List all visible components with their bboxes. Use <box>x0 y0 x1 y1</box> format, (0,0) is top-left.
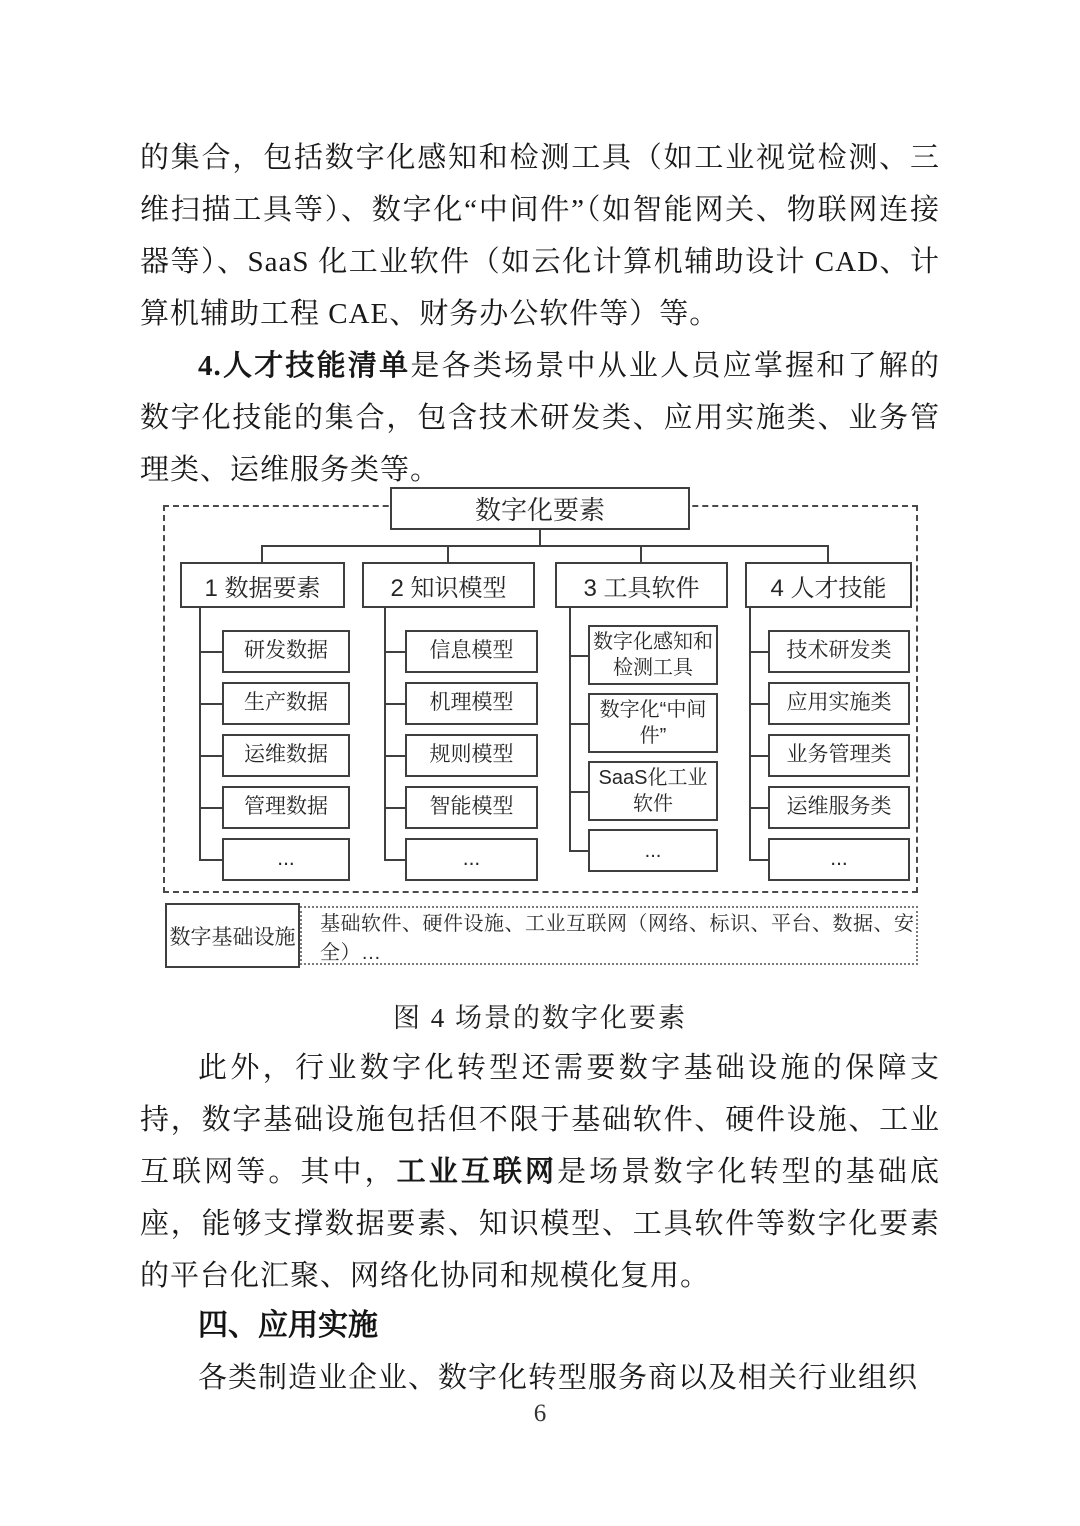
item-label: 数字化感知和检测工具 <box>593 631 713 679</box>
diagram-item <box>768 838 910 881</box>
connector <box>827 545 829 562</box>
connector <box>384 755 405 757</box>
paragraph-application-intro <box>140 1352 940 1404</box>
paragraph-talent-skills <box>140 340 940 496</box>
diagram-item <box>768 734 910 777</box>
page-number: 6 <box>533 1400 547 1427</box>
diagram-item <box>222 734 350 777</box>
connector <box>199 651 222 653</box>
diagram-item <box>405 786 538 829</box>
connector <box>384 807 405 809</box>
connector <box>447 545 449 562</box>
item-label: 规则模型 <box>429 743 514 767</box>
paragraph-tools-continuation <box>140 132 940 340</box>
diagram-item <box>768 682 910 725</box>
figure-caption: 图 4 场景的数字化要素 <box>393 1003 687 1033</box>
diagram-item <box>588 625 718 685</box>
section-heading-application: 四、应用实施 <box>198 1309 378 1342</box>
item-label: ... <box>644 839 662 862</box>
diagram-item <box>405 630 538 673</box>
item-label: 智能模型 <box>429 795 514 819</box>
diagram-root-box <box>390 487 690 530</box>
paragraph-text: 是场景数字化转型的基础底座，能够支撑数据要素、知识模型、工具软件等数字化要素的平台化汇聚、网络化协同和规模化复用。 <box>140 1156 940 1292</box>
item-label: 运维服务类 <box>786 795 892 819</box>
item-label: ... <box>830 847 848 871</box>
paragraph-text: 各类制造业企业、数字化转型服务商以及相关行业组织 <box>198 1362 919 1394</box>
item-label: 管理数据 <box>244 795 328 819</box>
diagram-item <box>588 693 718 753</box>
infra-label: 数字基础设施 <box>169 925 296 949</box>
connector <box>569 723 588 725</box>
connector <box>749 608 751 860</box>
connector <box>569 791 588 793</box>
connector <box>749 859 768 861</box>
diagram-item <box>588 829 718 872</box>
category-label: 2 知识模型 <box>390 574 507 602</box>
connector <box>261 545 829 547</box>
diagram-item <box>222 838 350 881</box>
diagram-item <box>222 630 350 673</box>
item-label: ... <box>462 847 481 871</box>
diagram-item <box>768 630 910 673</box>
connector <box>569 608 571 851</box>
item-label: 信息模型 <box>429 639 514 663</box>
connector <box>199 755 222 757</box>
diagram-item <box>405 734 538 777</box>
infra-detail-box <box>300 906 918 965</box>
connector <box>261 545 263 562</box>
diagram-item <box>588 761 718 821</box>
item-label: 数字化“中间件” <box>599 699 707 747</box>
paragraph-text: 是各类场景中从业人员应掌握和了解的数字化技能的集合，包含技术研发类、应用实施类、业务管理类、运维服务类等。 <box>140 350 940 486</box>
item-label: 技术研发类 <box>786 639 892 663</box>
item-label: 生产数据 <box>244 691 328 715</box>
diagram-category-knowledge <box>362 562 535 608</box>
connector <box>199 807 222 809</box>
category-label: 1 数据要素 <box>204 574 321 602</box>
term-talent-skill-list: 4.人才技能清单 <box>198 350 411 382</box>
paragraph-infrastructure <box>140 1042 940 1302</box>
connector <box>749 703 768 705</box>
connector <box>384 651 405 653</box>
diagram-root-label: 数字化要素 <box>474 495 605 525</box>
connector <box>384 703 405 705</box>
item-label: SaaS化工业软件 <box>598 767 708 815</box>
connector <box>749 807 768 809</box>
item-label: 机理模型 <box>429 691 514 715</box>
connector <box>569 655 588 657</box>
item-label: 研发数据 <box>244 639 328 663</box>
item-label: 业务管理类 <box>786 743 892 767</box>
connector <box>749 651 768 653</box>
connector <box>539 530 541 545</box>
connector <box>749 755 768 757</box>
diagram-item <box>222 786 350 829</box>
category-label: 3 工具软件 <box>583 574 700 602</box>
item-label: 运维数据 <box>244 743 328 767</box>
category-label: 4 人才技能 <box>770 574 887 602</box>
diagram-category-talent <box>745 562 912 608</box>
diagram-item <box>222 682 350 725</box>
diagram-item <box>405 682 538 725</box>
term-industrial-internet: 工业互联网 <box>396 1156 558 1188</box>
diagram-category-data <box>180 562 345 608</box>
diagram-item <box>405 838 538 881</box>
paragraph-text: 的集合，包括数字化感知和检测工具（如工业视觉检测、三维扫描工具等）、数字化“中间件”（如智能网关、物联网连接器等）、SaaS 化工业软件（如云化计算机辅助设计 CAD、计算机辅助工程 CAE、财务办公软件等）等。 <box>140 142 940 330</box>
connector <box>199 703 222 705</box>
connector <box>199 859 222 861</box>
infra-label-box <box>165 903 300 968</box>
figure-digital-elements-diagram <box>140 487 940 977</box>
item-label: 应用实施类 <box>786 691 892 715</box>
infra-detail-text: 基础软件、硬件设施、工业互联网（网络、标识、平台、数据、安全）… <box>320 912 915 964</box>
connector <box>640 545 642 562</box>
connector <box>384 608 386 860</box>
connector <box>199 608 201 860</box>
item-label: ... <box>277 847 295 871</box>
connector <box>569 850 588 852</box>
connector <box>384 859 405 861</box>
paragraph-text: 此外，行业数字化转型还需要数字基础设施的保障支持，数字基础设施包括但不限于基础软件、硬件设施、工业互联网等。其中， <box>140 1052 940 1188</box>
diagram-item <box>768 786 910 829</box>
diagram-category-tools <box>555 562 728 608</box>
